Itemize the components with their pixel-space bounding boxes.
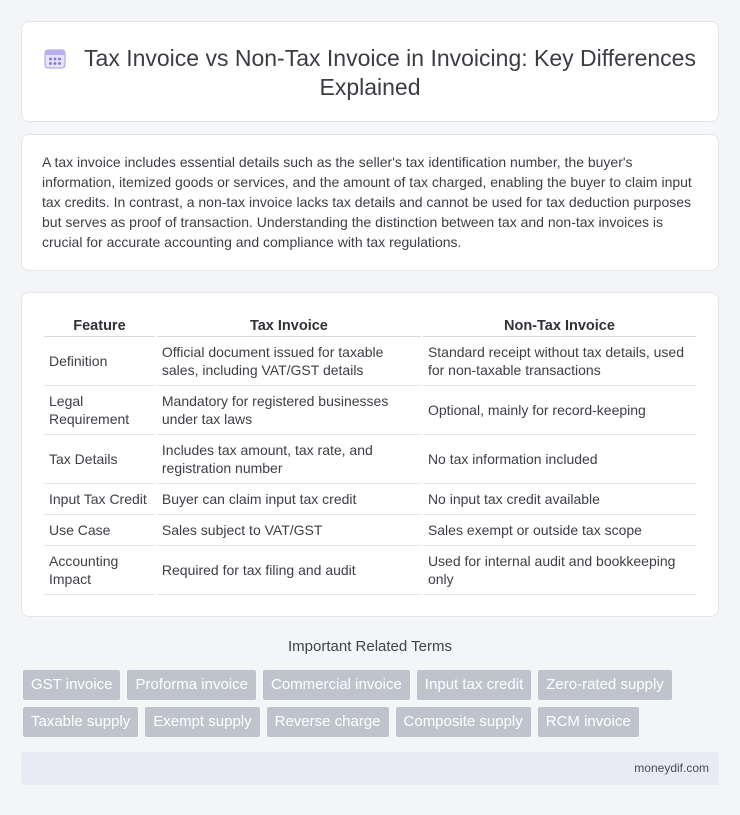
table-row bbox=[44, 484, 696, 515]
table-header-row bbox=[44, 313, 696, 337]
intro-card bbox=[21, 134, 719, 271]
tag-input-tax-credit[interactable]: Input tax credit bbox=[417, 670, 531, 700]
table-row bbox=[44, 515, 696, 546]
tag-row bbox=[23, 670, 723, 700]
row-feature: Accounting Impact bbox=[44, 546, 155, 595]
comparison-table bbox=[42, 313, 698, 595]
tag-proforma-invoice[interactable]: Proforma invoice bbox=[127, 670, 256, 700]
tag-composite-supply[interactable]: Composite supply bbox=[396, 707, 531, 737]
header-non-tax-invoice: Non-Tax Invoice bbox=[423, 313, 696, 337]
page-title-text: Tax Invoice vs Non-Tax Invoice in Invoicing: Key Differences Explained bbox=[84, 45, 696, 100]
row-tax-invoice: Includes tax amount, tax rate, and registration number bbox=[157, 435, 421, 484]
tag-rcm-invoice[interactable]: RCM invoice bbox=[538, 707, 639, 737]
intro-paragraph: A tax invoice includes essential details such as the seller's tax identification number, the buyer's information, itemized goods or services, and the amount of tax charged, enabling the buyer to claim input tax credits. In contrast, a non-tax invoice lacks tax details and cannot be used for tax deduction purposes but serves as proof of transaction. Understanding the distinction between tax and non-tax invoices is crucial for accurate accounting and compliance with tax regulations. bbox=[42, 154, 692, 250]
table-row bbox=[44, 337, 696, 386]
table-row bbox=[44, 386, 696, 435]
page-title bbox=[22, 44, 718, 102]
calendar-grid-icon bbox=[44, 47, 66, 69]
row-non-tax-invoice: No input tax credit available bbox=[423, 484, 696, 515]
tag-reverse-charge[interactable]: Reverse charge bbox=[267, 707, 389, 737]
footer-source[interactable]: moneydif.com bbox=[634, 761, 709, 775]
row-feature: Input Tax Credit bbox=[44, 484, 155, 515]
row-feature: Definition bbox=[44, 337, 155, 386]
row-tax-invoice: Sales subject to VAT/GST bbox=[157, 515, 421, 546]
tag-exempt-supply[interactable]: Exempt supply bbox=[145, 707, 259, 737]
related-terms-title: Important Related Terms bbox=[288, 638, 452, 655]
row-non-tax-invoice: Optional, mainly for record-keeping bbox=[423, 386, 696, 435]
title-card bbox=[21, 21, 719, 122]
tag-zero-rated-supply[interactable]: Zero-rated supply bbox=[538, 670, 672, 700]
header-feature: Feature bbox=[44, 313, 155, 337]
row-feature: Legal Requirement bbox=[44, 386, 155, 435]
table-row bbox=[44, 435, 696, 484]
row-non-tax-invoice: Standard receipt without tax details, used for non-taxable transactions bbox=[423, 337, 696, 386]
tag-taxable-supply[interactable]: Taxable supply bbox=[23, 707, 138, 737]
row-non-tax-invoice: Used for internal audit and bookkeeping only bbox=[423, 546, 696, 595]
tag-gst-invoice[interactable]: GST invoice bbox=[23, 670, 120, 700]
row-tax-invoice: Required for tax filing and audit bbox=[157, 546, 421, 595]
footer bbox=[21, 752, 719, 785]
row-tax-invoice: Official document issued for taxable sales, including VAT/GST details bbox=[157, 337, 421, 386]
comparison-card bbox=[21, 292, 719, 617]
row-feature: Use Case bbox=[44, 515, 155, 546]
tag-row bbox=[23, 707, 723, 737]
row-feature: Tax Details bbox=[44, 435, 155, 484]
row-non-tax-invoice: No tax information included bbox=[423, 435, 696, 484]
table-row bbox=[44, 546, 696, 595]
row-tax-invoice: Mandatory for registered businesses under tax laws bbox=[157, 386, 421, 435]
tag-commercial-invoice[interactable]: Commercial invoice bbox=[263, 670, 410, 700]
row-non-tax-invoice: Sales exempt or outside tax scope bbox=[423, 515, 696, 546]
row-tax-invoice: Buyer can claim input tax credit bbox=[157, 484, 421, 515]
header-tax-invoice: Tax Invoice bbox=[157, 313, 421, 337]
related-terms-tags bbox=[23, 670, 723, 744]
